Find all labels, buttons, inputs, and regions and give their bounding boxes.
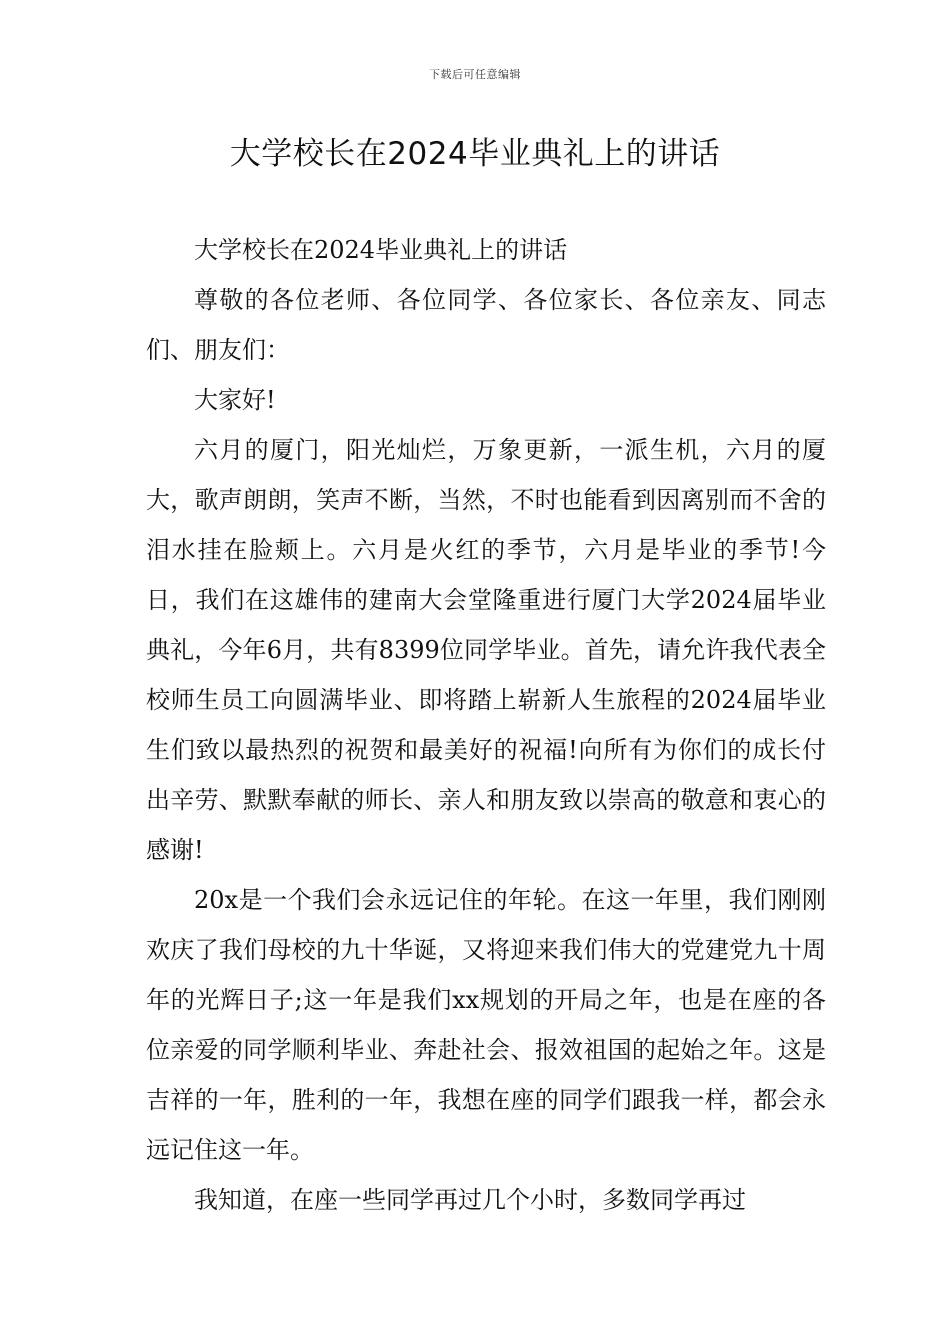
paragraph-salutation: 尊敬的各位老师、各位同学、各位家长、各位亲友、同志们、朋友们： [146, 286, 826, 364]
paragraph-body-2: 20x是一个我们会永远记住的年轮。在这一年里，我们刚刚欢庆了我们母校的九十华诞，又将迎来我们伟大的党建党九十周年的光辉日子;这一年是我们xx规划的开局之年，也是在座的各位亲爱的同学顺利毕业、奔赴社会、报效祖国的起始之年。这是吉祥的一年，胜利的一年，我想在座的同学们跟我一样，都会永远记住这一年。 [146, 886, 826, 1164]
paragraph-body-3: 我知道，在座一些同学再过几个小时，多数同学再过 [194, 1186, 746, 1214]
document-body [146, 225, 826, 1225]
paragraph-body-1: 六月的厦门，阳光灿烂，万象更新，一派生机，六月的厦大，歌声朗朗，笑声不断，当然，不时也能看到因离别而不舍的泪水挂在脸颊上。六月是火红的季节，六月是毕业的季节!今日，我们在这雄伟的建南大会堂隆重进行厦门大学2024届毕业典礼，今年6月，共有8399位同学毕业。首先，请允许我代表全校师生员工向圆满毕业、即将踏上崭新人生旅程的2024届毕业生们致以最热烈的祝贺和最美好的祝福!向所有为你们的成长付出辛劳、默默奉献的师长、亲人和朋友致以崇高的敬意和衷心的感谢! [146, 436, 826, 864]
header-note: 下载后可任意编辑 [429, 68, 521, 81]
document-title: 大学校长在2024毕业典礼上的讲话 [229, 136, 721, 172]
paragraph-greeting: 大家好! [194, 386, 276, 414]
paragraph-heading: 大学校长在2024毕业典礼上的讲话 [194, 236, 568, 264]
